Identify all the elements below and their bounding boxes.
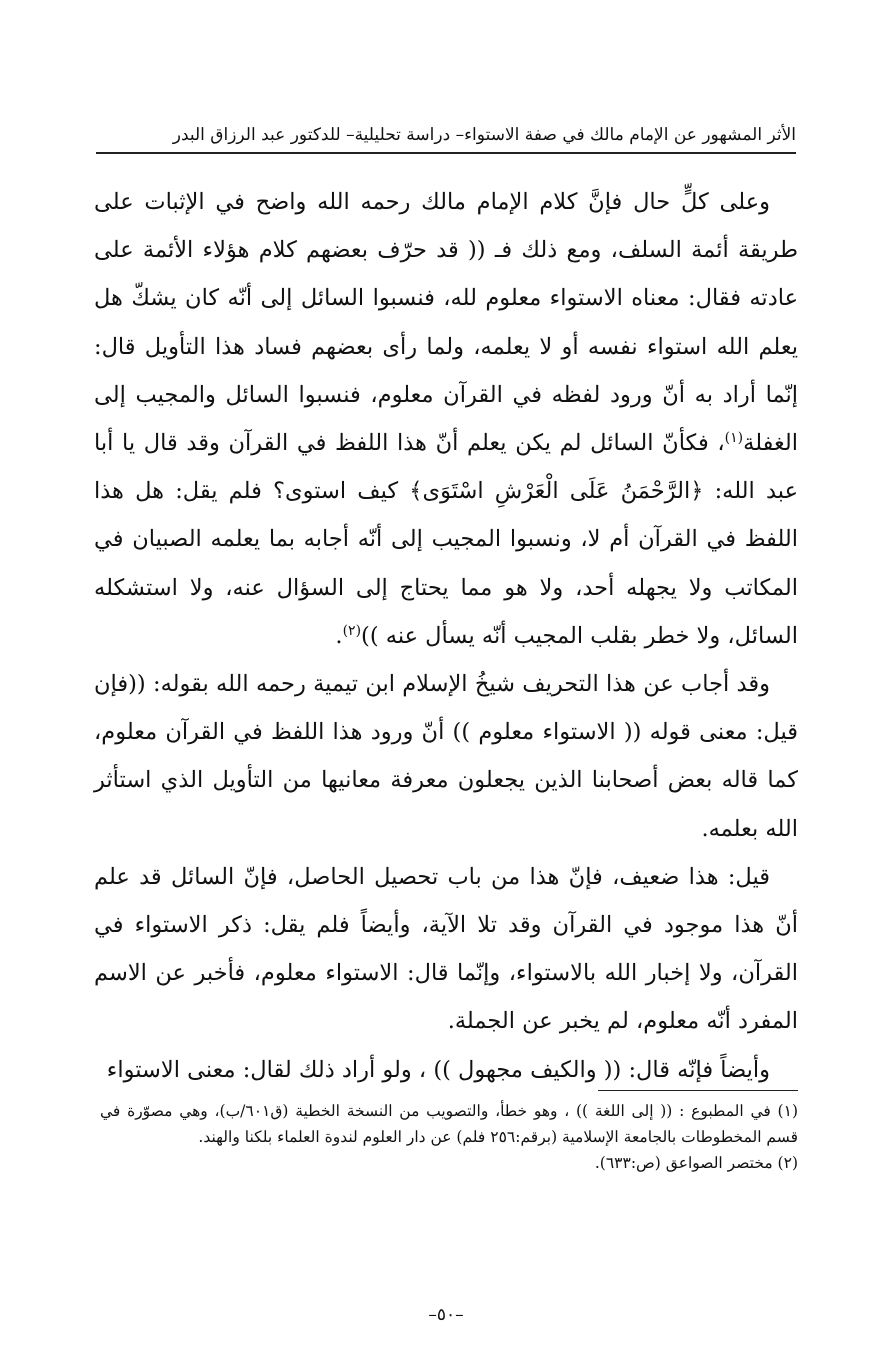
page-number: –٥٠– — [428, 1305, 464, 1325]
paragraph-1-continued: ، فكأنّ السائل لم يكن يعلم أنّ هذا اللفظ في القرآن وقد قال يا أبا عبد الله: — [94, 430, 798, 505]
paragraph-3: قيل: هذا ضعيف، فإنّ هذا من باب تحصيل الحاصل، فإنّ السائل قد علم أنّ هذا موجود في القرآن وقد تلا الآية، وأيضاً فلم يقل: ذكر الاستواء في القرآن، ولا إخبار الله بالاستواء، وإنّما قال: الاستواء معلوم، فأخبر عن الاسم المفرد أنّه معلوم، لم يخبر عن الجملة. — [94, 863, 798, 1035]
paragraph-1 — [94, 178, 798, 660]
paragraph-1-text: وعلى كلٍّ حال فإنَّ كلام الإمام مالك رحمه الله واضح في الإثبات على طريقة أئمة السلف، ومع ذلك فـ (( قد حرّف بعضهم كلام هؤلاء الأئمة على عادته فقال: معناه الاستواء معلوم لله، فنسبوا السائل إلى أنّه كان يشكّ هل يعلم الله استواء نفسه أو لا يعلمه، ولما رأى بعضهم فساد هذا التأويل قال: إنّما أراد به أنّ ورود لفظه في القرآن معلوم، فنسبوا السائل والمجيب إلى الغفلة — [94, 189, 798, 457]
footnote-1: (١) في المطبوع : (( إلى اللغة )) ، وهو خطأ، والتصويب من النسخة الخطية (ق٦٠١/ب)، وهي مصوّرة في قسم المخطوطات بالجامعة الإسلامية (برقم:٢٥٦ فلم) عن دار العلوم لندوة العلماء بلكنا والهند. — [100, 1102, 798, 1146]
footnote-separator — [598, 1090, 798, 1091]
paragraph-4: وأيضاً فإنّه قال: (( والكيف مجهول )) ، ولو أراد ذلك لقال: معنى الاستواء — [106, 1056, 770, 1083]
main-text — [94, 178, 798, 1094]
running-header: الأثر المشهور عن الإمام مالك في صفة الاستواء– دراسة تحليلية– للدكتور عبد الرزاق البدر — [96, 118, 796, 154]
paragraph-1-end: كيف استوى؟ فلم يقل: هل هذا اللفظ في القرآن أم لا، ونسبوا المجيب إلى أنّه أجابه بما يعلمه الصبيان في المكاتب ولا يجهله أحد، ولا هو مما يحتاج إلى السؤال عنه، ولا استشكله السائل، ولا خطر بقلب المجيب أنّه يسأل عنه )) — [94, 478, 798, 649]
footnote-2: (٢) مختصر الصواعق (ص:٦٣٣). — [594, 1154, 798, 1172]
paragraph-2: وقد أجاب عن هذا التحريف شيخُ الإسلام ابن تيمية رحمه الله بقوله: ((فإن قيل: معنى قوله (( الاستواء معلوم )) أنّ ورود هذا اللفظ في القرآن معلوم، كما قاله بعض أصحابنا الذين يجعلون معرفة معانيها من التأويل الذي استأثر الله بعلمه. — [94, 671, 798, 842]
quran-verse: ﴿الرَّحْمَنُ عَلَى الْعَرْشِ اسْتَوَى﴾ — [409, 478, 704, 505]
footnote-ref-1[interactable]: (١) — [724, 430, 744, 447]
paragraph-1-period: . — [335, 622, 343, 649]
footnotes — [100, 1098, 798, 1176]
footnote-ref-2[interactable]: (٢) — [342, 622, 362, 639]
